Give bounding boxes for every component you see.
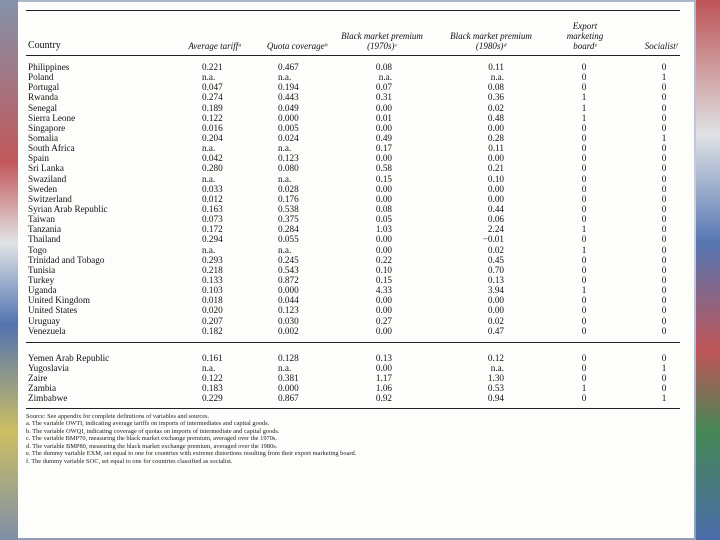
tariff-cell: 0.163 — [202, 203, 223, 214]
tariff-cell: 0.294 — [202, 234, 223, 245]
note-line: e. The dummy variable EXM, set equal to one for countries with extreme distortions resulting from their export marketing board. — [26, 450, 357, 457]
note-line: c. The variable BMP70, measuring the black market exchange premium, averaged over the 1970s. — [26, 435, 277, 442]
tariff-cell: 0.274 — [202, 92, 223, 103]
header-country: Country — [28, 40, 61, 51]
tariff-cell: 0.229 — [202, 393, 223, 404]
bmp70-cell: 0.00 — [375, 325, 392, 336]
tariff-cell: 0.012 — [202, 193, 223, 204]
quota-cell: n.a. — [278, 244, 292, 255]
bmp80-cell: 0.00 — [487, 305, 504, 316]
bmp70-cell: 1.17 — [375, 373, 392, 384]
bmp80-cell: 0.02 — [487, 244, 504, 255]
country-cell: Togo — [28, 244, 47, 255]
socialist-cell: 0 — [661, 173, 667, 184]
country-cell: Yemen Arab Republic — [28, 352, 110, 363]
bmp70-cell: 0.00 — [375, 295, 392, 306]
bmp70-cell: 0.00 — [375, 193, 392, 204]
tariff-cell: 0.122 — [202, 373, 223, 384]
export-board-cell: 0 — [581, 362, 587, 373]
tariff-cell: 0.189 — [202, 102, 223, 113]
bmp70-cell: n.a. — [378, 72, 392, 83]
table-body-continued — [26, 353, 680, 404]
table-row — [26, 184, 680, 194]
tariff-cell: 0.207 — [202, 315, 223, 326]
table-row — [26, 234, 680, 244]
bmp70-cell: 1.03 — [375, 224, 392, 235]
export-board-cell: 0 — [581, 315, 587, 326]
note-line: f. The dummy variable SOC, set equal to one for countries classified as socialist. — [26, 457, 233, 465]
table-row — [26, 92, 680, 102]
bmp80-cell: 0.70 — [487, 264, 504, 275]
table-row — [26, 265, 680, 275]
socialist-cell: 0 — [661, 285, 667, 296]
header-quota: Quota coverageᵇ — [266, 41, 328, 51]
country-cell: Turkey — [28, 274, 55, 285]
bmp80-cell: 0.47 — [487, 325, 504, 336]
quota-cell: 0.000 — [278, 112, 299, 123]
table-row — [26, 62, 680, 72]
table-row — [26, 123, 680, 133]
tariff-cell: 0.016 — [202, 122, 223, 133]
table-header — [26, 10, 680, 56]
table-row — [26, 133, 680, 143]
tariff-cell: n.a. — [202, 143, 216, 154]
note-line: Source: See appendix for complete definitions of variables and sources. — [26, 412, 210, 420]
quota-cell: 0.194 — [278, 82, 299, 93]
country-cell: Sweden — [28, 183, 58, 194]
tariff-cell: 0.293 — [202, 254, 223, 265]
export-board-cell: 0 — [581, 325, 587, 336]
table-row — [26, 163, 680, 173]
quota-cell: 0.543 — [278, 264, 299, 275]
table-row — [26, 326, 680, 336]
bmp70-cell: 0.00 — [375, 234, 392, 245]
bmp70-cell: 0.00 — [375, 244, 392, 255]
bmp80-cell: 0.94 — [487, 393, 504, 404]
tariff-cell: 0.073 — [202, 214, 223, 225]
quota-cell: 0.443 — [278, 92, 299, 103]
country-cell: Zaire — [28, 373, 48, 384]
background-flag-right — [696, 0, 720, 540]
table-row — [26, 353, 680, 363]
export-board-cell: 0 — [581, 132, 587, 143]
bmp70-cell: 0.10 — [375, 264, 392, 275]
socialist-cell: 0 — [661, 274, 667, 285]
socialist-cell: 0 — [661, 92, 667, 103]
header-tariff: Average tariffᵃ — [188, 41, 242, 51]
bmp70-cell: 0.08 — [375, 203, 392, 214]
socialist-cell: 0 — [661, 62, 667, 72]
bmp70-cell: 0.58 — [375, 163, 392, 174]
tariff-cell: 0.218 — [202, 264, 223, 275]
bmp70-cell: 0.00 — [375, 153, 392, 164]
tariff-cell: 0.204 — [202, 132, 223, 143]
note-line: b. The variable OWQI, indicating coverage of quotas on imports of intermediate and capital goods. — [26, 427, 280, 435]
quota-cell: 0.128 — [278, 352, 299, 363]
quota-cell: 0.176 — [278, 193, 299, 204]
socialist-cell: 0 — [661, 143, 667, 154]
export-board-cell: 0 — [581, 153, 587, 164]
export-board-cell: 0 — [581, 203, 587, 214]
export-board-cell: 0 — [581, 214, 587, 225]
bmp70-cell: 0.49 — [375, 132, 392, 143]
country-cell: Somalia — [28, 132, 59, 143]
tariff-cell: 0.161 — [202, 352, 223, 363]
country-cell: Switzerland — [28, 193, 72, 204]
export-board-cell: 0 — [581, 234, 587, 245]
export-board-cell: 0 — [581, 393, 587, 404]
table-row — [26, 363, 680, 373]
country-cell: Sierra Leone — [28, 112, 76, 123]
bmp80-cell: 0.02 — [487, 315, 504, 326]
country-cell: Poland — [28, 72, 54, 83]
country-cell: Portugal — [28, 82, 60, 93]
country-cell: Yugoslavia — [28, 362, 69, 373]
country-cell: Taiwan — [28, 214, 55, 225]
bmp80-cell: 0.36 — [487, 92, 504, 103]
export-board-cell: 1 — [581, 285, 587, 296]
socialist-cell: 1 — [661, 132, 667, 143]
bmp70-cell: 0.00 — [375, 183, 392, 194]
bmp70-cell: 0.00 — [375, 122, 392, 133]
table-notes — [26, 413, 680, 466]
tariff-cell: 0.280 — [202, 163, 223, 174]
table-row — [26, 153, 680, 163]
country-cell: Philippines — [28, 62, 70, 72]
socialist-cell: 1 — [661, 393, 667, 404]
export-board-cell: 0 — [581, 72, 587, 83]
country-cell: Trinidad and Tobago — [28, 254, 105, 265]
country-cell: United Kingdom — [28, 295, 91, 306]
country-cell: South Africa — [28, 143, 75, 154]
tariff-cell: 0.183 — [202, 383, 223, 394]
quota-cell: 0.381 — [278, 373, 299, 384]
export-board-cell: 0 — [581, 193, 587, 204]
bmp70-cell: 0.15 — [375, 274, 392, 285]
socialist-cell: 0 — [661, 183, 667, 194]
bmp80-cell: 0.02 — [487, 102, 504, 113]
socialist-cell: 0 — [661, 163, 667, 174]
tariff-cell: n.a. — [202, 244, 216, 255]
bmp80-cell: 0.00 — [487, 193, 504, 204]
quota-cell: 0.024 — [278, 132, 299, 143]
table-row — [26, 393, 680, 403]
country-cell: United States — [28, 305, 78, 316]
quota-cell: 0.872 — [278, 274, 299, 285]
bmp70-cell: 0.00 — [375, 362, 392, 373]
socialist-cell: 0 — [661, 102, 667, 113]
quota-cell: 0.080 — [278, 163, 299, 174]
table-body — [26, 62, 680, 336]
table-row — [26, 373, 680, 383]
export-board-cell: 1 — [581, 383, 587, 394]
socialist-cell: 0 — [661, 325, 667, 336]
bmp70-cell: 0.07 — [375, 82, 392, 93]
quota-cell: n.a. — [278, 143, 292, 154]
socialist-cell: 0 — [661, 264, 667, 275]
socialist-cell: 0 — [661, 305, 667, 316]
quota-cell: 0.123 — [278, 305, 299, 316]
country-cell: Swaziland — [28, 173, 67, 184]
export-board-cell: 0 — [581, 264, 587, 275]
bmp80-cell: 2.24 — [487, 224, 504, 235]
socialist-cell: 0 — [661, 315, 667, 326]
quota-cell: n.a. — [278, 72, 292, 83]
table-row — [26, 316, 680, 326]
table-row — [26, 245, 680, 255]
socialist-cell: 0 — [661, 352, 667, 363]
export-board-cell: 0 — [581, 254, 587, 265]
socialist-cell: 0 — [661, 112, 667, 123]
bmp70-cell: 0.92 — [375, 393, 392, 404]
export-board-cell: 0 — [581, 122, 587, 133]
bmp80-cell: 0.28 — [487, 132, 504, 143]
bmp70-cell: 0.22 — [375, 254, 392, 265]
country-cell: Sri Lanka — [28, 163, 64, 174]
socialist-cell: 0 — [661, 254, 667, 265]
bmp70-cell: 0.31 — [375, 92, 392, 103]
table-page — [18, 2, 694, 538]
header-bmp70: Black market premium (1970s)ᶜ — [341, 31, 423, 51]
socialist-cell: 0 — [661, 122, 667, 133]
bmp80-cell: −0.01 — [482, 234, 504, 245]
quota-cell: 0.044 — [278, 295, 299, 306]
tariff-cell: n.a. — [202, 362, 216, 373]
country-cell: Zambia — [28, 383, 57, 394]
socialist-cell: 0 — [661, 153, 667, 164]
note-line: a. The variable OWTI, indicating average tariffs on imports of intermediates and capital goods. — [26, 420, 270, 427]
quota-cell: 0.000 — [278, 383, 299, 394]
header-bmp80: Black market premium (1980s)ᵈ — [450, 31, 532, 51]
socialist-cell: 0 — [661, 295, 667, 306]
bmp70-cell: 0.00 — [375, 102, 392, 113]
table-row — [26, 103, 680, 113]
export-board-cell: 0 — [581, 183, 587, 194]
export-board-cell: 1 — [581, 92, 587, 103]
country-cell: Rwanda — [28, 92, 59, 103]
table-row — [26, 255, 680, 265]
quota-cell: 0.030 — [278, 315, 299, 326]
export-board-cell: 0 — [581, 274, 587, 285]
tariff-cell: 0.221 — [202, 62, 223, 72]
socialist-cell: 0 — [661, 373, 667, 384]
tariff-cell: 0.020 — [202, 305, 223, 316]
background-flag-left — [0, 0, 18, 540]
bmp80-cell: 3.94 — [487, 285, 504, 296]
bmp70-cell: 4.33 — [375, 285, 392, 296]
quota-cell: n.a. — [278, 362, 292, 373]
bmp80-cell: 0.00 — [487, 153, 504, 164]
export-board-cell: 0 — [581, 143, 587, 154]
bmp80-cell: 0.53 — [487, 383, 504, 394]
tariff-cell: 0.047 — [202, 82, 223, 93]
tariff-cell: 0.182 — [202, 325, 223, 336]
socialist-cell: 0 — [661, 244, 667, 255]
table-row — [26, 224, 680, 234]
table-bottom-rule — [26, 408, 680, 409]
table-row — [26, 174, 680, 184]
quota-cell: 0.245 — [278, 254, 299, 265]
bmp80-cell: 0.11 — [488, 62, 504, 72]
country-cell: Thailand — [28, 234, 61, 245]
bmp80-cell: 0.12 — [487, 352, 504, 363]
table-row — [26, 295, 680, 305]
bmp80-cell: n.a. — [490, 72, 504, 83]
table-divider — [26, 342, 680, 343]
country-cell: Uruguay — [28, 315, 61, 326]
bmp70-cell: 0.27 — [375, 315, 392, 326]
bmp70-cell: 0.01 — [375, 112, 392, 123]
tariff-cell: 0.133 — [202, 274, 223, 285]
country-cell: Tanzania — [28, 224, 62, 235]
bmp80-cell: 0.44 — [487, 203, 504, 214]
country-cell: Zimbabwe — [28, 393, 68, 404]
quota-cell: 0.055 — [278, 234, 299, 245]
table-row — [26, 214, 680, 224]
table-row — [26, 194, 680, 204]
quota-cell: 0.284 — [278, 224, 299, 235]
note-line: d. The variable BMP80, measuring the black market exchange premium, averaged over the 1980s. — [26, 442, 278, 450]
header-socialist: Socialistᶠ — [644, 41, 678, 51]
bmp80-cell: 0.00 — [487, 122, 504, 133]
bmp80-cell: 1.30 — [487, 373, 504, 384]
tariff-cell: 0.033 — [202, 183, 223, 194]
quota-cell: 0.375 — [278, 214, 299, 225]
bmp80-cell: 0.45 — [487, 254, 504, 265]
bmp70-cell: 0.00 — [375, 305, 392, 316]
socialist-cell: 1 — [661, 72, 667, 83]
bmp70-cell: 0.05 — [375, 214, 392, 225]
bmp80-cell: 0.48 — [487, 112, 504, 123]
country-cell: Singapore — [28, 122, 66, 133]
quota-cell: 0.002 — [278, 325, 299, 336]
country-cell: Syrian Arab Republic — [28, 203, 108, 214]
table-row — [26, 72, 680, 82]
country-cell: Senegal — [28, 102, 58, 113]
socialist-cell: 0 — [661, 234, 667, 245]
quota-cell: 0.000 — [278, 285, 299, 296]
bmp80-cell: 0.10 — [487, 173, 504, 184]
socialist-cell: 1 — [661, 362, 667, 373]
country-cell: Venezuela — [28, 325, 66, 336]
export-board-cell: 1 — [581, 102, 587, 113]
export-board-cell: 0 — [581, 295, 587, 306]
bmp80-cell: 0.06 — [487, 214, 504, 225]
tariff-cell: 0.122 — [202, 112, 223, 123]
bmp80-cell: 0.00 — [487, 183, 504, 194]
bmp70-cell: 0.15 — [375, 173, 392, 184]
quota-cell: n.a. — [278, 173, 292, 184]
export-board-cell: 0 — [581, 82, 587, 93]
table-row — [26, 285, 680, 295]
bmp80-cell: 0.13 — [487, 274, 504, 285]
table-row — [26, 275, 680, 285]
country-cell: Tunisia — [28, 264, 56, 275]
bmp80-cell: n.a. — [490, 362, 504, 373]
export-board-cell: 1 — [581, 244, 587, 255]
country-cell: Spain — [28, 153, 49, 164]
bmp80-cell: 0.08 — [487, 82, 504, 93]
quota-cell: 0.028 — [278, 183, 299, 194]
quota-cell: 0.538 — [278, 203, 299, 214]
header-export-board: Export marketing boardᵉ — [566, 21, 604, 51]
table-row — [26, 305, 680, 315]
export-board-cell: 0 — [581, 373, 587, 384]
country-cell: Uganda — [28, 285, 57, 296]
bmp80-cell: 0.21 — [487, 163, 504, 174]
bmp70-cell: 1.06 — [375, 383, 392, 394]
table-row — [26, 82, 680, 92]
bmp70-cell: 0.13 — [375, 352, 392, 363]
socialist-cell: 0 — [661, 193, 667, 204]
table-row — [26, 204, 680, 214]
socialist-cell: 0 — [661, 203, 667, 214]
export-board-cell: 0 — [581, 305, 587, 316]
bmp80-cell: 0.11 — [488, 143, 504, 154]
export-board-cell: 1 — [581, 112, 587, 123]
table-row — [26, 143, 680, 153]
bmp80-cell: 0.00 — [487, 295, 504, 306]
socialist-cell: 0 — [661, 224, 667, 235]
table-row — [26, 113, 680, 123]
bmp70-cell: 0.08 — [375, 62, 392, 72]
table-row — [26, 383, 680, 393]
export-board-cell: 0 — [581, 352, 587, 363]
export-board-cell: 0 — [581, 173, 587, 184]
quota-cell: 0.123 — [278, 153, 299, 164]
tariff-cell: 0.172 — [202, 224, 223, 235]
export-board-cell: 1 — [581, 224, 587, 235]
quota-cell: 0.467 — [278, 62, 299, 72]
socialist-cell: 0 — [661, 214, 667, 225]
quota-cell: 0.049 — [278, 102, 299, 113]
quota-cell: 0.005 — [278, 122, 299, 133]
export-board-cell: 0 — [581, 62, 587, 72]
quota-cell: 0.867 — [278, 393, 299, 404]
export-board-cell: 0 — [581, 163, 587, 174]
tariff-cell: 0.042 — [202, 153, 223, 164]
tariff-cell: 0.103 — [202, 285, 223, 296]
tariff-cell: n.a. — [202, 72, 216, 83]
tariff-cell: n.a. — [202, 173, 216, 184]
bmp70-cell: 0.17 — [375, 143, 392, 154]
socialist-cell: 0 — [661, 383, 667, 394]
socialist-cell: 0 — [661, 82, 667, 93]
tariff-cell: 0.018 — [202, 295, 223, 306]
